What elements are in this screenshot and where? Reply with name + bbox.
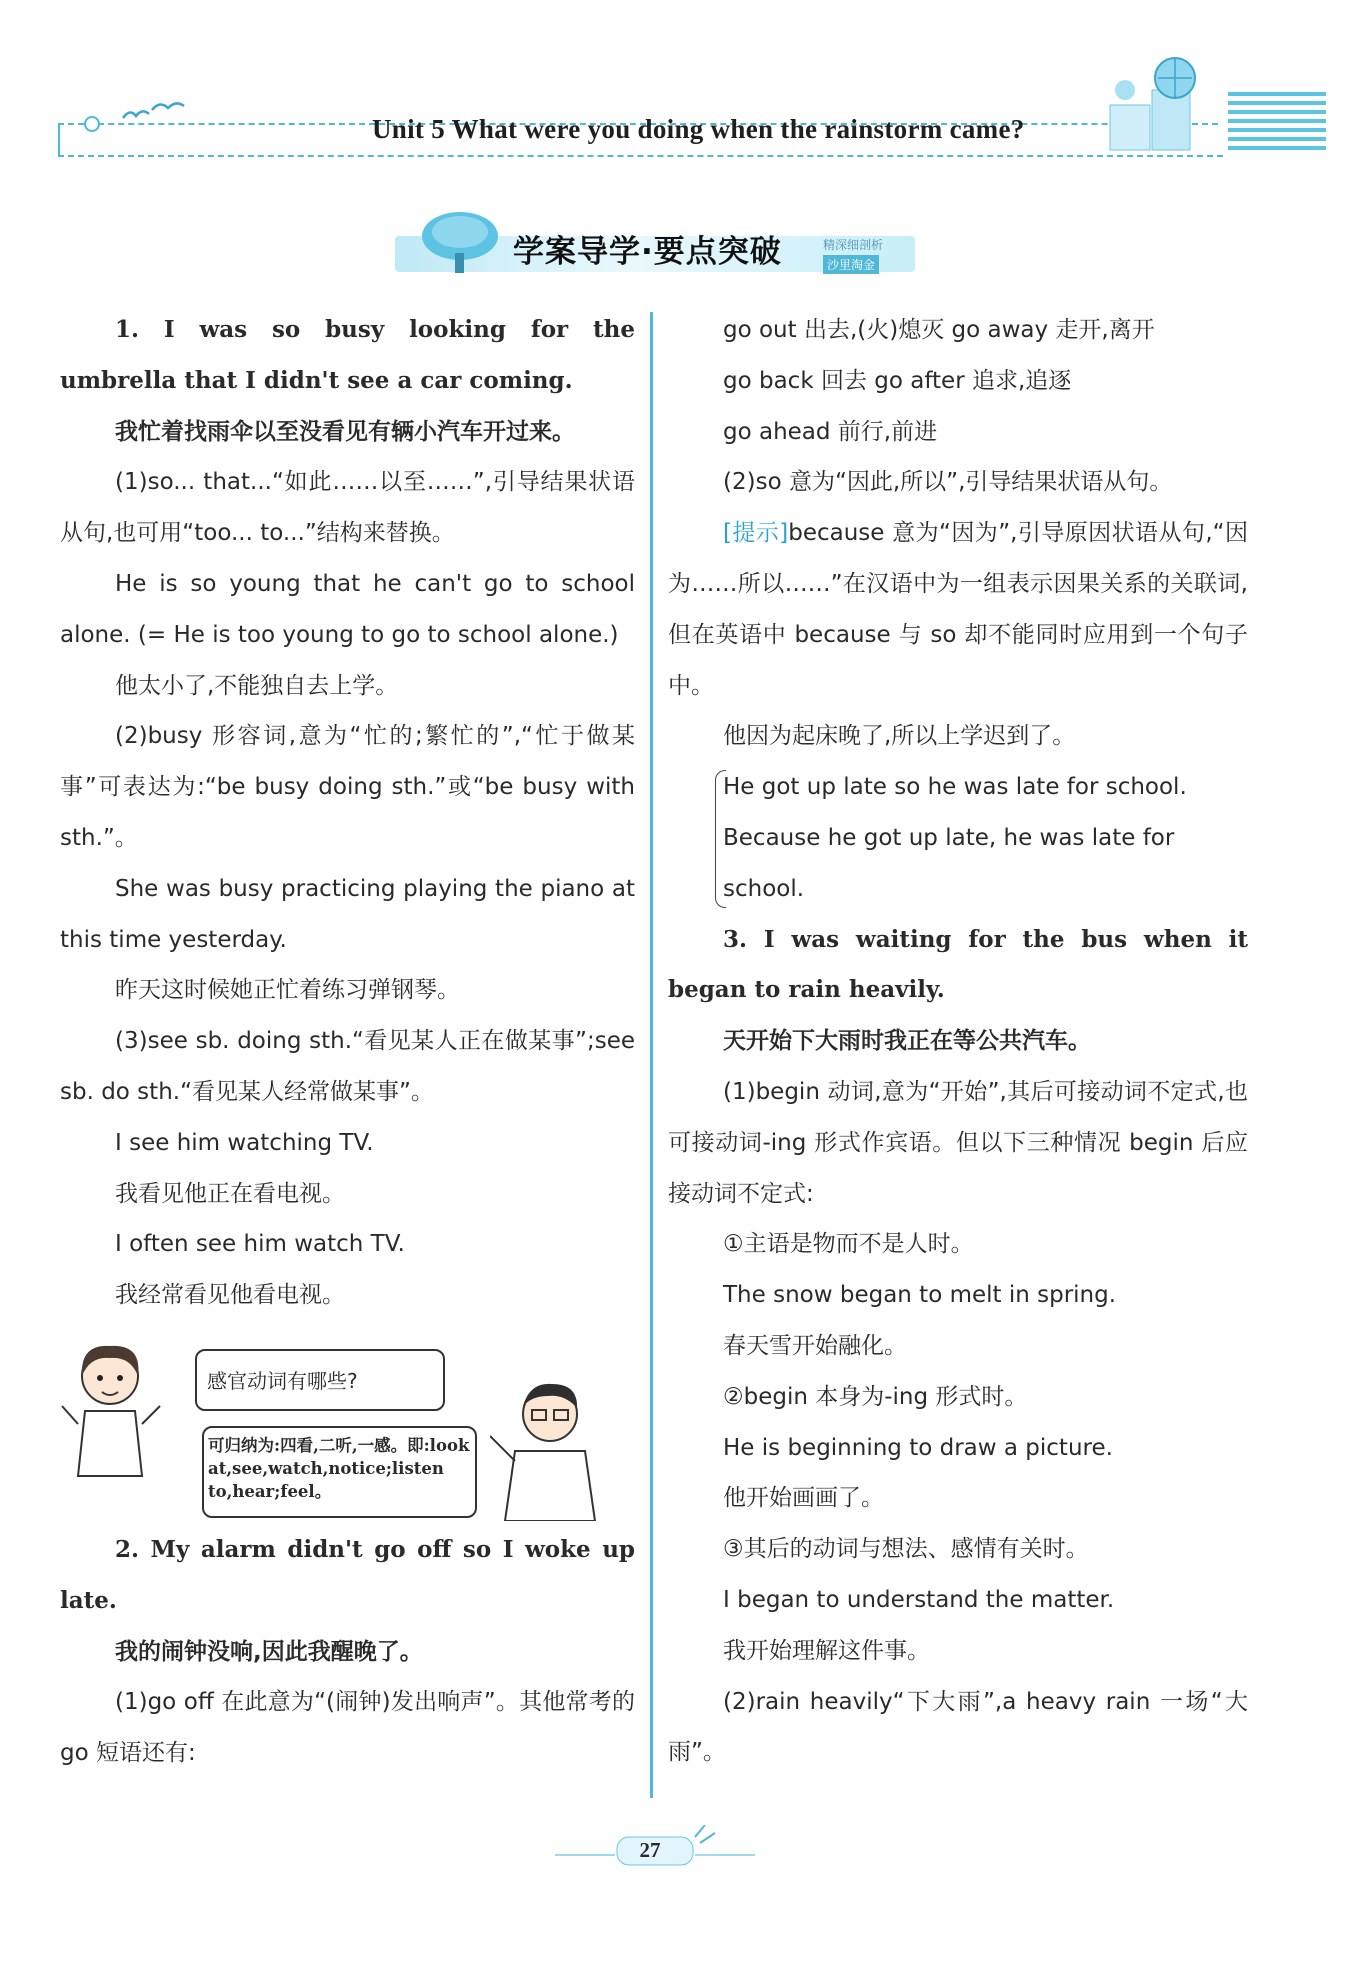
- paragraph: I began to understand the matter.: [723, 1586, 1115, 1613]
- paragraph: 春天雪开始融化。: [723, 1332, 907, 1359]
- cartoon-illustration: [60, 1331, 635, 1521]
- header-frame-stub: [58, 123, 60, 157]
- brace-mark: [715, 770, 726, 908]
- section-heading-en: 3. I was waiting for the bus when it began to rain heavily.: [668, 925, 1248, 1004]
- tip-paragraph: [668, 508, 1248, 711]
- tip-label: [提示]: [723, 520, 789, 547]
- paragraph: 他开始画画了。: [723, 1485, 884, 1512]
- paragraph: ③其后的动词与想法、感情有关时。: [723, 1536, 1089, 1563]
- paragraph: 我经常看见他看电视。: [115, 1282, 345, 1309]
- example-brace-group: [668, 762, 1248, 914]
- left-paragraphs: [60, 305, 635, 1321]
- paragraph: ②begin 本身为-ing 形式时。: [723, 1383, 1028, 1410]
- left-column: [60, 305, 635, 1779]
- banner-tag-bottom: 沙里淘金: [823, 255, 879, 274]
- paragraph: I often see him watch TV.: [115, 1231, 405, 1258]
- page-number: 27: [639, 1838, 661, 1862]
- paragraph: (3)see sb. doing sth.“看见某人正在做某事”;see sb. do sth.“看见某人经常做某事”。: [60, 1028, 635, 1105]
- paragraph: (2)rain heavily“下大雨”,a heavy rain 一场“大雨”。: [668, 1688, 1248, 1766]
- paragraph: He is so young that he can't go to school alone. (= He is too young to go to school alone.): [60, 570, 635, 648]
- right-paragraphs-mid: [668, 711, 1248, 762]
- paragraph: 我开始理解这件事。: [723, 1637, 930, 1664]
- paragraph: 他因为起床晚了,所以上学迟到了。: [723, 723, 1076, 750]
- page-header-title: Unit 5 What were you doing when the rainstorm came?: [372, 114, 1025, 144]
- brace-example-line: Because he got up late, he was late for: [723, 824, 1175, 851]
- girl-character-icon: [60, 1336, 170, 1486]
- birds-icon: [118, 96, 188, 136]
- paragraph: go out 出去,(火)熄灭 go away 走开,离开: [723, 317, 1155, 343]
- section-heading-cn: 天开始下大雨时我正在等公共汽车。: [723, 1028, 1091, 1055]
- teacher-character-icon: [490, 1376, 610, 1521]
- paragraph: (1)so... that...“如此……以至……”,引导结果状语从句,也可用“too... to...”结构来替换。: [60, 469, 635, 547]
- paragraph: 他太小了,不能独自去上学。: [115, 672, 399, 699]
- section-heading-en: 2. My alarm didn't go off so I woke up late.: [60, 1535, 635, 1614]
- left-paragraphs-after: [60, 1525, 635, 1779]
- header-rule-lower: [58, 155, 1223, 157]
- paragraph: ①主语是物而不是人时。: [723, 1231, 974, 1258]
- paragraph: (2)so 意为“因此,所以”,引导结果状语从句。: [723, 469, 1173, 496]
- paragraph: She was busy practicing playing the piano at this time yesterday.: [60, 875, 635, 953]
- globe-icon: [1100, 50, 1210, 155]
- column-divider: [650, 312, 653, 1798]
- right-column: [668, 305, 1248, 1778]
- section-banner: [395, 208, 915, 278]
- paragraph: (1)begin 动词,意为“开始”,其后可接动词不定式,也可接动词-ing 形式作宾语。但以下三种情况 begin 后应接动词不定式:: [668, 1078, 1248, 1207]
- paragraph: go back 回去 go after 追求,追逐: [723, 367, 1072, 394]
- answer-bubble: 可归纳为:四看,二听,一感。即:look at,see,watch,notice;listen to,hear;feel。: [202, 1426, 477, 1518]
- paragraph: I see him watching TV.: [115, 1129, 374, 1156]
- paragraph: The snow began to melt in spring.: [723, 1282, 1117, 1309]
- paragraph: go ahead 前行,前进: [723, 418, 938, 445]
- tree-icon: [415, 208, 505, 278]
- section-heading-cn: 我的闹钟没响,因此我醒晚了。: [115, 1638, 423, 1665]
- paragraph: 我看见他正在看电视。: [115, 1180, 345, 1207]
- right-paragraphs-after: [668, 915, 1248, 1779]
- banner-title: 学案导学·要点突破: [513, 234, 782, 270]
- section-heading-en: 1. I was so busy looking for the umbrella that I didn't see a car coming.: [60, 316, 635, 394]
- section-heading-cn: 我忙着找雨伞以至没看见有辆小汽车开过来。: [115, 418, 575, 445]
- paragraph: He is beginning to draw a picture.: [723, 1434, 1113, 1461]
- tip-text: because 意为“因为”,引导原因状语从句,“因为……所以……”在汉语中为一组表示因果关系的关联词,但在英语中 because 与 so 却不能同时应用到一个句子中。: [668, 520, 1248, 699]
- banner-tag-top: 精深细剖析: [823, 238, 884, 252]
- paragraph: (1)go off 在此意为“(闹钟)发出响声”。其他常考的 go 短语还有:: [60, 1689, 635, 1767]
- question-bubble: 感官动词有哪些?: [195, 1349, 445, 1411]
- right-paragraphs: [668, 305, 1248, 508]
- brace-example-line: school.: [723, 875, 805, 902]
- header-ornament-dot: [84, 116, 100, 132]
- header-stripes: [1228, 92, 1326, 156]
- brace-lines: [723, 762, 1248, 914]
- brace-example-line: He got up late so he was late for school.: [723, 774, 1187, 801]
- paragraph: 昨天这时候她正忙着练习弹钢琴。: [115, 977, 460, 1004]
- paragraph: (2)busy 形容词,意为“忙的;繁忙的”,“忙于做某事”可表达为:“be busy doing sth.”或“be busy with sth.”。: [60, 723, 635, 851]
